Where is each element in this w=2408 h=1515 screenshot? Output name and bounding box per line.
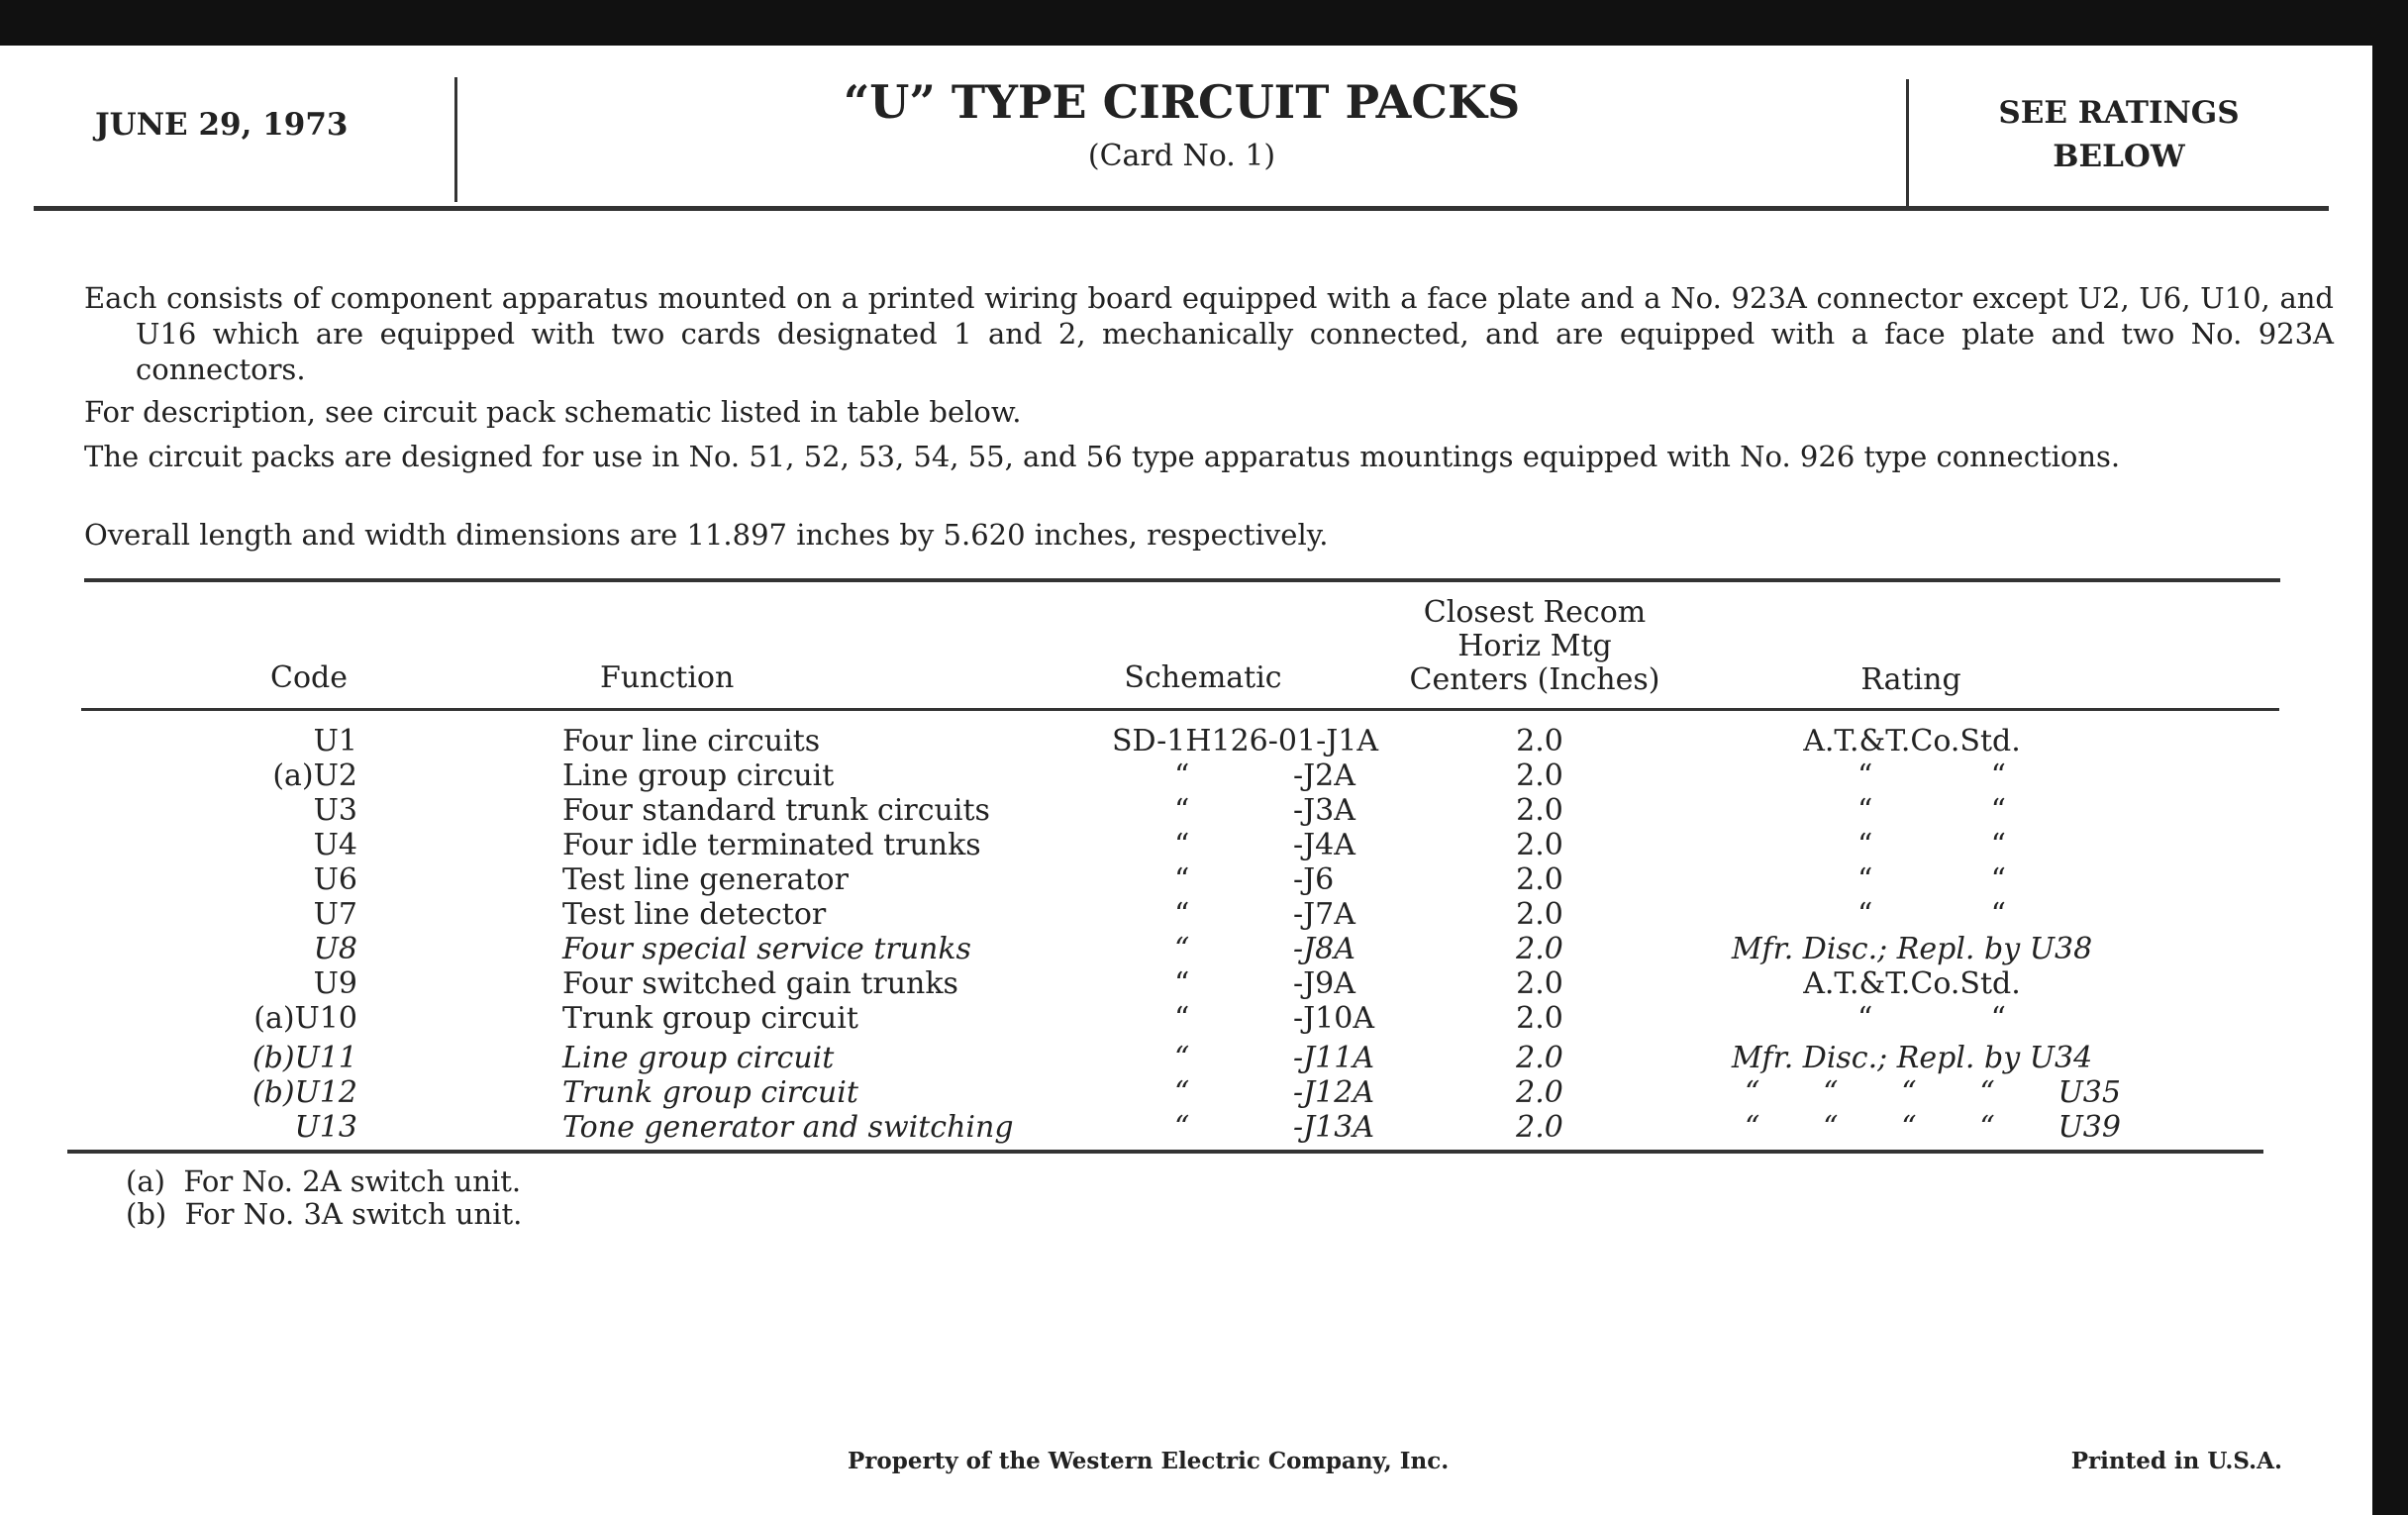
date: JUNE 29, 1973: [95, 107, 349, 143]
schematic-suffix: -J8A: [1293, 932, 1355, 966]
footnote-a: (a) For No. 2A switch unit.: [126, 1164, 522, 1198]
scan-border-top: [0, 0, 2408, 46]
ditto-mark: “: [1990, 758, 2006, 793]
table-row: [0, 897, 2408, 932]
table-top-rule: [84, 578, 2280, 582]
centers-cell: 2.0: [1516, 1001, 1563, 1036]
ditto-mark: “: [1823, 1110, 1839, 1145]
ditto-mark: “: [1745, 1110, 1760, 1145]
page-subtitle: (Card No. 1): [1087, 139, 1276, 173]
paragraph-construction: Each consists of component apparatus mounted on a printed wiring board equipped with a face plate and a No. 923A connector except U2, U6, U10, and U16 which are equipped with two cards designated 1 and 2, mechanically connected, and are equipped with a face plate and two No. 923A connectors.: [84, 281, 2334, 386]
rating-cell: [1745, 1110, 2121, 1145]
ditto-mark: “: [1990, 828, 2006, 862]
ditto-mark: “: [1745, 1075, 1760, 1110]
schematic-suffix: -J11A: [1293, 1041, 1375, 1075]
centers-cell: 2.0: [1516, 1075, 1563, 1110]
ditto-mark: “: [1979, 1075, 1995, 1110]
centers-cell: 2.0: [1516, 1110, 1563, 1145]
table-row: [0, 1075, 2408, 1110]
ditto-mark: “: [1857, 793, 1873, 828]
ditto-mark: “: [1990, 897, 2006, 932]
schematic-suffix: -J7A: [1293, 897, 1355, 932]
schematic-ditto: “: [1174, 758, 1190, 793]
rating-cell: [1857, 793, 2006, 828]
footer-printed: Printed in U.S.A.: [2070, 1448, 2282, 1474]
table-row: [0, 828, 2408, 862]
code-cell: (a)U2: [272, 758, 357, 793]
paragraph-usage: The circuit packs are designed for use in No. 51, 52, 53, 54, 55, and 56 type apparatus mountings equipped with No. 926 type connections.: [84, 440, 2121, 473]
table-bottom-rule: [67, 1150, 2263, 1154]
centers-cell: 2.0: [1516, 862, 1563, 897]
function-cell: Four standard trunk circuits: [562, 793, 990, 828]
table-header-rule: [81, 708, 2279, 711]
ditto-mark: “: [1901, 1075, 1917, 1110]
function-cell: Four switched gain trunks: [562, 966, 958, 1001]
function-cell: Trunk group circuit: [562, 1075, 858, 1110]
code-cell: (b)U12: [251, 1075, 357, 1110]
column-header-centers-1: Closest Recom: [1423, 595, 1647, 630]
function-cell: Trunk group circuit: [562, 1001, 858, 1036]
rating-cell: [1857, 758, 2006, 793]
centers-cell: 2.0: [1516, 932, 1563, 966]
centers-cell: 2.0: [1516, 758, 1563, 793]
table-row: [0, 1110, 2408, 1145]
rating-cell: Mfr. Disc.; Repl. by U38: [1731, 932, 2093, 966]
header-divider-right: [1906, 79, 1909, 210]
function-cell: Line group circuit: [562, 758, 835, 793]
schematic-suffix: -J3A: [1293, 793, 1355, 828]
schematic-ditto: “: [1174, 897, 1190, 932]
centers-cell: 2.0: [1516, 966, 1563, 1001]
centers-cell: 2.0: [1516, 828, 1563, 862]
schematic-ditto: “: [1174, 862, 1190, 897]
ditto-mark: “: [1857, 828, 1873, 862]
centers-cell: 2.0: [1516, 793, 1563, 828]
ditto-mark: “: [1823, 1075, 1839, 1110]
function-cell: Test line detector: [562, 897, 827, 932]
rating-cell: A.T.&T.Co.Std.: [1803, 966, 2021, 1001]
column-header-rating: Rating: [1860, 662, 1961, 697]
code-cell: U7: [313, 897, 357, 932]
code-cell: U4: [313, 828, 357, 862]
code-cell: U8: [313, 932, 357, 966]
schematic-ditto: “: [1174, 1075, 1190, 1110]
schematic-suffix: -J10A: [1293, 1001, 1375, 1036]
schematic-ditto: “: [1174, 793, 1190, 828]
schematic-suffix: -J2A: [1293, 758, 1355, 793]
table-row: [0, 966, 2408, 1001]
footer-property: Property of the Western Electric Company, Inc.: [848, 1448, 1450, 1474]
centers-cell: 2.0: [1516, 897, 1563, 932]
centers-cell: 2.0: [1516, 724, 1563, 758]
code-cell: (a)U10: [253, 1001, 357, 1036]
code-cell: U13: [294, 1110, 357, 1145]
table-row: [0, 724, 2408, 758]
code-cell: U1: [313, 724, 357, 758]
function-cell: Four line circuits: [562, 724, 821, 758]
ditto-mark: “: [1990, 1001, 2006, 1036]
paragraph-dimensions: Overall length and width dimensions are 11.897 inches by 5.620 inches, respectively.: [84, 518, 1329, 552]
centers-cell: 2.0: [1516, 1041, 1563, 1075]
ditto-mark: “: [1857, 862, 1873, 897]
table-row: [0, 1041, 2408, 1075]
footnote-b: (b) For No. 3A switch unit.: [126, 1197, 523, 1231]
code-cell: (b)U11: [251, 1041, 357, 1075]
column-header-function: Function: [600, 660, 735, 695]
paragraph-description: For description, see circuit pack schematic listed in table below.: [84, 395, 1022, 429]
code-cell: U9: [313, 966, 357, 1001]
schematic-suffix: -J4A: [1293, 828, 1355, 862]
schematic-suffix: -J6: [1293, 862, 1335, 897]
function-cell: Test line generator: [562, 862, 849, 897]
ratings-note-2: BELOW: [2053, 139, 2185, 174]
rating-replacement-code: U39: [2057, 1110, 2121, 1145]
column-header-code: Code: [270, 660, 348, 695]
function-cell: Line group circuit: [562, 1041, 835, 1075]
rating-cell: Mfr. Disc.; Repl. by U34: [1731, 1041, 2093, 1075]
schematic-ditto: “: [1174, 1041, 1190, 1075]
column-header-centers-3: Centers (Inches): [1409, 662, 1660, 697]
table-row: [0, 1001, 2408, 1036]
schematic-ditto: “: [1174, 1001, 1190, 1036]
ditto-mark: “: [1901, 1110, 1917, 1145]
schematic-ditto: “: [1174, 828, 1190, 862]
function-cell: Four idle terminated trunks: [562, 828, 981, 862]
schematic-cell: SD-1H126-01-J1A: [1111, 724, 1378, 758]
code-cell: U6: [313, 862, 357, 897]
ditto-mark: “: [1990, 793, 2006, 828]
header-rule: [34, 206, 2329, 211]
ditto-mark: “: [1857, 758, 1873, 793]
table-row: [0, 793, 2408, 828]
rating-cell: [1857, 828, 2006, 862]
rating-replacement-code: U35: [2057, 1075, 2121, 1110]
column-header-centers-2: Horiz Mtg: [1457, 629, 1612, 663]
rating-cell: [1745, 1075, 2121, 1110]
function-cell: Tone generator and switching: [562, 1110, 1014, 1145]
schematic-ditto: “: [1174, 966, 1190, 1001]
schematic-suffix: -J9A: [1293, 966, 1355, 1001]
ditto-mark: “: [1857, 1001, 1873, 1036]
table-row: [0, 932, 2408, 966]
rating-cell: [1857, 897, 2006, 932]
table-row: [0, 862, 2408, 897]
rating-cell: [1857, 862, 2006, 897]
table-row: [0, 758, 2408, 793]
schematic-ditto: “: [1174, 932, 1190, 966]
ratings-note-1: SEE RATINGS: [1998, 95, 2240, 131]
schematic-suffix: -J12A: [1293, 1075, 1375, 1110]
column-header-schematic: Schematic: [1124, 660, 1282, 695]
ditto-mark: “: [1979, 1110, 1995, 1145]
code-cell: U3: [313, 793, 357, 828]
ditto-mark: “: [1857, 897, 1873, 932]
function-cell: Four special service trunks: [562, 932, 971, 966]
rating-cell: [1857, 1001, 2006, 1036]
schematic-ditto: “: [1174, 1110, 1190, 1145]
schematic-suffix: -J13A: [1293, 1110, 1375, 1145]
ditto-mark: “: [1990, 862, 2006, 897]
page-title: “U” TYPE CIRCUIT PACKS: [843, 75, 1521, 129]
rating-cell: A.T.&T.Co.Std.: [1803, 724, 2021, 758]
